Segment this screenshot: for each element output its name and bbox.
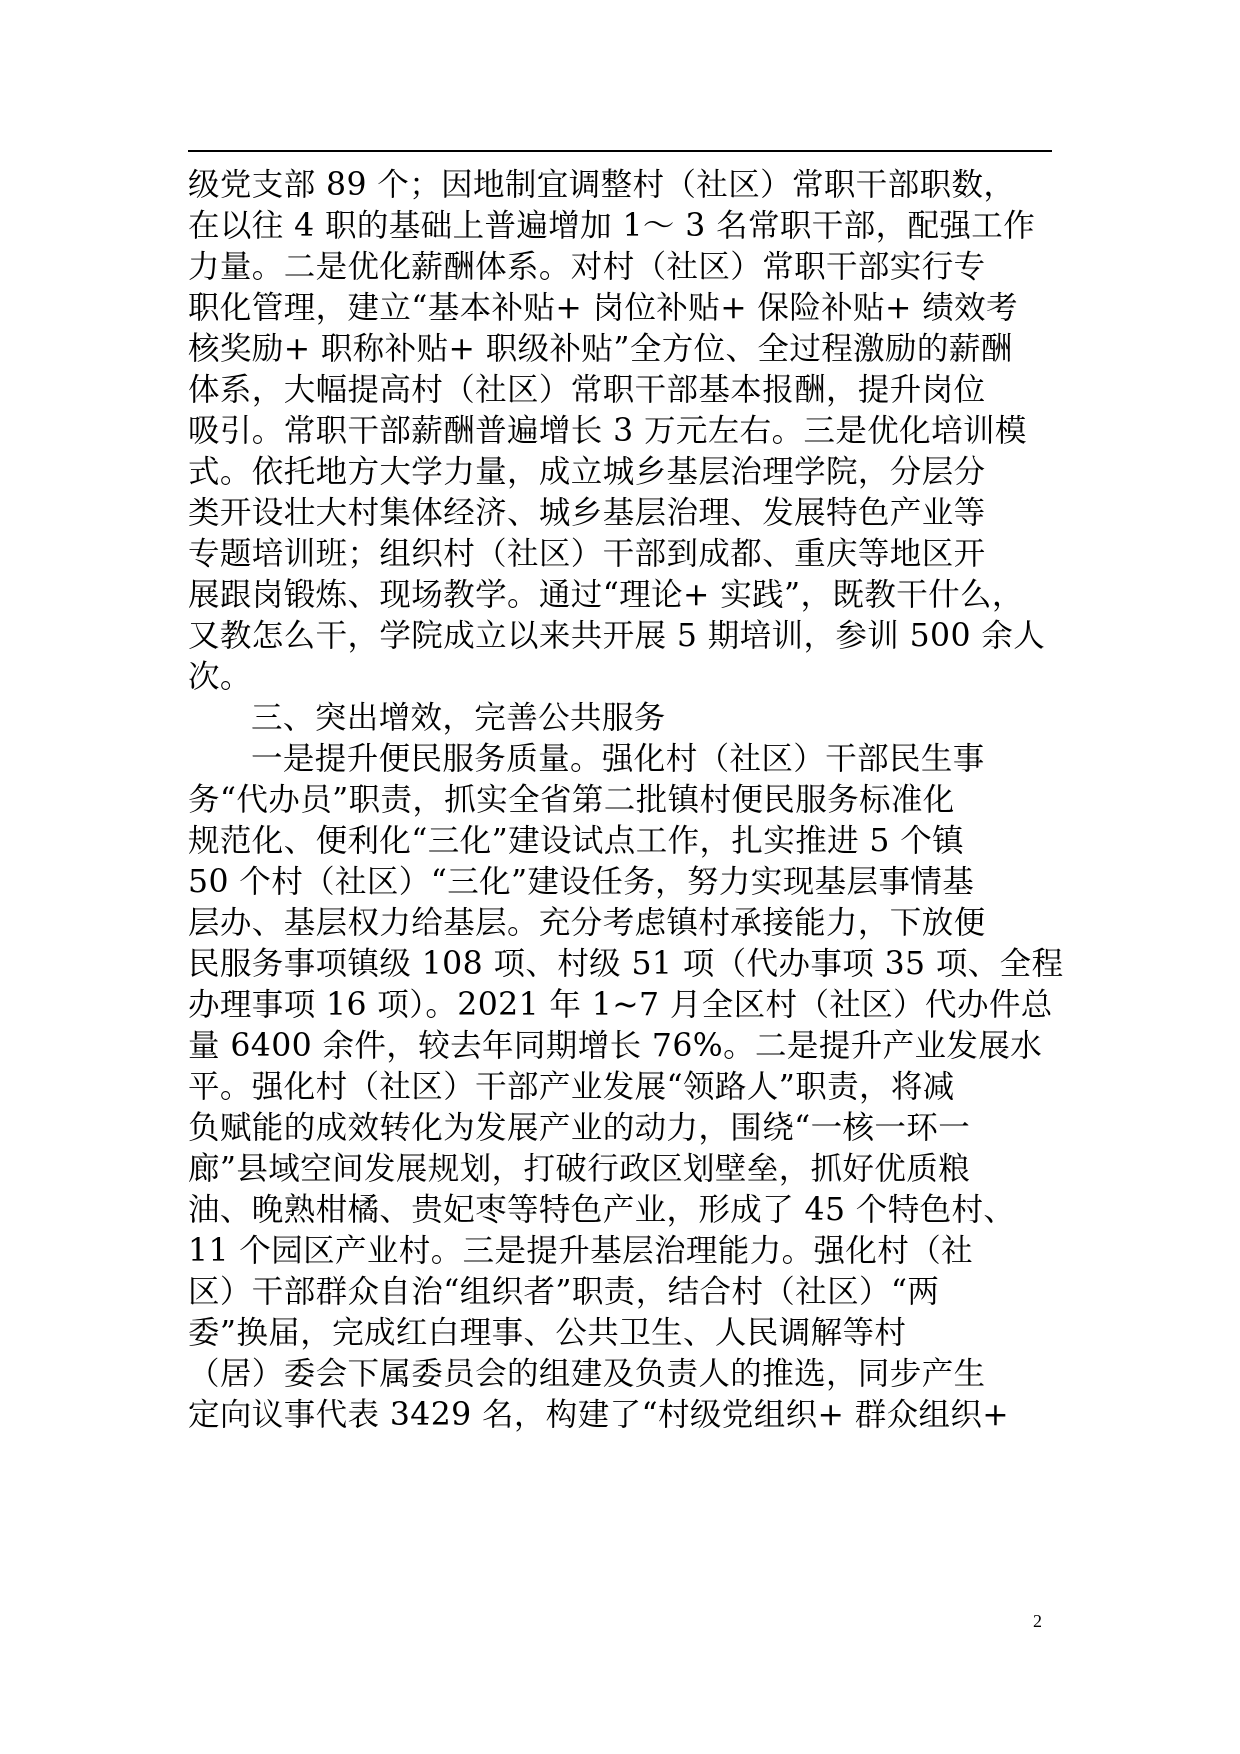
- text-line: 民服务事项镇级 108 项、村级 51 项（代办事项 35 项、全程: [188, 946, 1064, 982]
- header-rule: [188, 150, 1052, 152]
- text-line: 50 个村（社区）“三化”建设任务，努力实现基层事情基: [188, 864, 975, 900]
- body-text: [188, 165, 1068, 1436]
- text-line: （居）委会下属委员会的组建及负责人的推选，同步产生: [188, 1356, 986, 1392]
- text-line: 在以往 4 职的基础上普遍增加 1～ 3 名常职干部，配强工作: [188, 208, 1036, 244]
- page-number: 2: [1033, 1611, 1042, 1631]
- paragraph-first-line: 一是提升便民服务质量。强化村（社区）干部民生事: [251, 741, 985, 777]
- text-line: 核奖励+ 职称补贴+ 职级补贴”全方位、全过程激励的薪酬: [188, 331, 1013, 367]
- text-line: 吸引。常职干部薪酬普遍增长 3 万元左右。三是优化培训模: [188, 413, 1027, 449]
- text-line: 次。: [188, 659, 252, 695]
- section-heading: 三、突出增效，完善公共服务: [251, 700, 666, 736]
- text-line: 委”换届，完成红白理事、公共卫生、人民调解等村: [188, 1315, 907, 1351]
- text-line: 11 个园区产业村。三是提升基层治理能力。强化村（社: [188, 1233, 973, 1269]
- text-line: 力量。二是优化薪酬体系。对村（社区）常职干部实行专: [188, 249, 986, 285]
- text-line: 专题培训班；组织村（社区）干部到成都、重庆等地区开: [188, 536, 986, 572]
- text-line: 办理事项 16 项）。2021 年 1~7 月全区村（社区）代办件总: [188, 987, 1053, 1023]
- text-line: 层办、基层权力给基层。充分考虑镇村承接能力，下放便: [188, 905, 986, 941]
- text-line: 区）干部群众自治“组织者”职责，结合村（社区）“两: [188, 1274, 940, 1310]
- text-line: 平。强化村（社区）干部产业发展“领路人”职责，将减: [188, 1069, 955, 1105]
- text-line: 又教怎么干，学院成立以来共开展 5 期培训，参训 500 余人: [188, 618, 1046, 654]
- text-line: 级党支部 89 个；因地制宜调整村（社区）常职干部职数，: [188, 167, 1016, 203]
- text-line: 负赋能的成效转化为发展产业的动力，围绕“一核一环一: [188, 1110, 971, 1146]
- text-line: 体系，大幅提高村（社区）常职干部基本报酬，提升岗位: [188, 372, 986, 408]
- text-line: 式。依托地方大学力量，成立城乡基层治理学院，分层分: [188, 454, 986, 490]
- text-line: 廊”县域空间发展规划，打破行政区划壁垒，抓好优质粮: [188, 1151, 971, 1187]
- text-line: 定向议事代表 3429 名，构建了“村级党组织+ 群众组织+: [188, 1397, 1010, 1433]
- text-line: 规范化、便利化“三化”建设试点工作，扎实推进 5 个镇: [188, 823, 965, 859]
- text-line: 量 6400 余件，较去年同期增长 76%。二是提升产业发展水: [188, 1028, 1043, 1064]
- text-line: 展跟岗锻炼、现场教学。通过“理论+ 实践”，既教干什么，: [188, 577, 1024, 613]
- text-line: 油、晚熟柑橘、贵妃枣等特色产业，形成了 45 个特色村、: [188, 1192, 1016, 1228]
- text-line: 类开设壮大村集体经济、城乡基层治理、发展特色产业等: [188, 495, 986, 531]
- text-line: 务“代办员”职责，抓实全省第二批镇村便民服务标准化: [188, 782, 955, 818]
- text-line: 职化管理，建立“基本补贴+ 岗位补贴+ 保险补贴+ 绩效考: [188, 290, 1018, 326]
